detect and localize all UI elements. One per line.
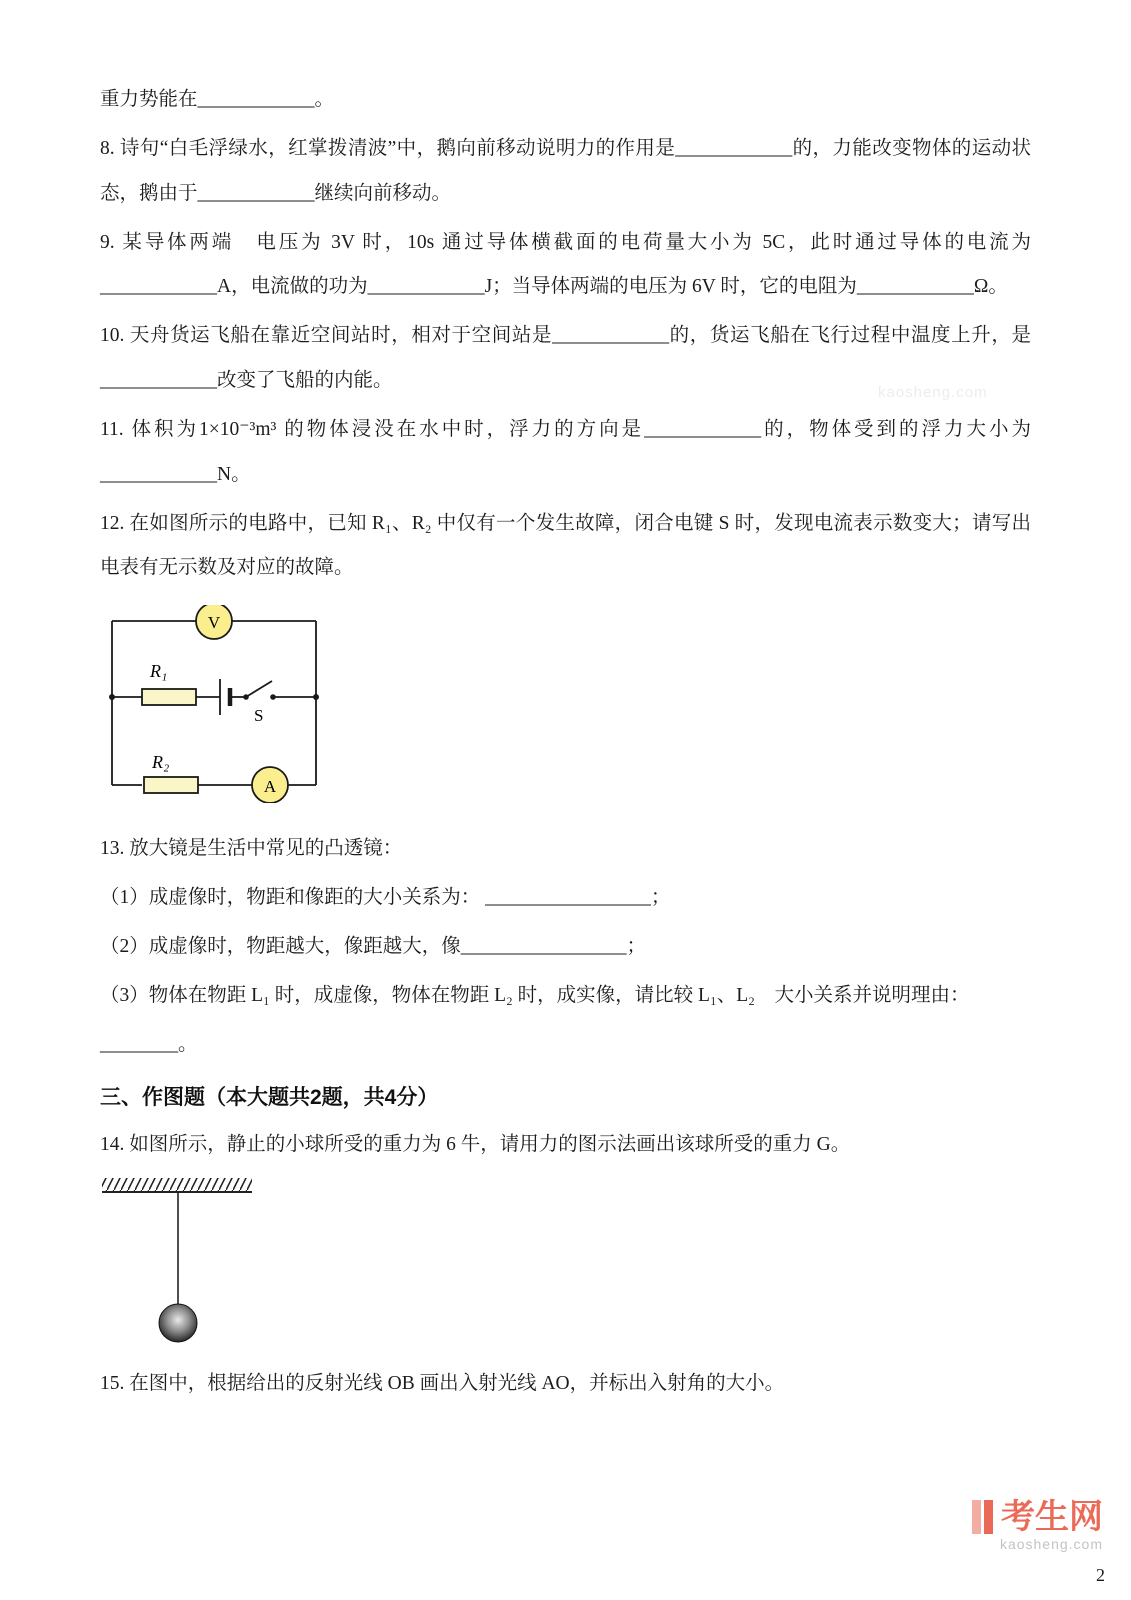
switch-label: S bbox=[254, 706, 264, 726]
kaosheng-logo-icon bbox=[972, 1500, 993, 1534]
ceiling-hatch bbox=[102, 1178, 252, 1192]
question-14: 14. 如图所示，静止的小球所受的重力为 6 牛，请用力的图示法画出该球所受的重力 G。 bbox=[100, 1134, 851, 1156]
pendulum-figure bbox=[100, 1176, 1031, 1354]
junction-dot-left bbox=[109, 694, 115, 700]
question-7-tail: 重力势能在____________。 bbox=[100, 89, 335, 110]
section-3-heading: 三、作图题（本大题共2题，共4分） bbox=[100, 1085, 439, 1109]
watermark-faint: kaosheng.com bbox=[878, 384, 988, 401]
question-13-part3-blank: ________。 bbox=[100, 1033, 198, 1055]
circuit-diagram-figure bbox=[102, 605, 1031, 809]
ammeter-symbol bbox=[252, 767, 288, 803]
question-13-head: 13. 放大镜是生活中常见的凸透镜： bbox=[100, 838, 403, 860]
watermark-brand: 考生网 bbox=[1001, 1498, 1103, 1536]
question-13-part3: （3）物体在物距 L₁ 时，成虚像，物体在物距 L₂ 时，成实像，请比较 L₁、L₂ 大小关系并说明理由： bbox=[100, 984, 970, 1006]
ball bbox=[159, 1304, 197, 1342]
page-number: 2 bbox=[1096, 1565, 1105, 1585]
question-12: 12. 在如图所示的电路中，已知 R₁、R₂ 中仅有一个发生故障，闭合电键 S 时，发现电流表示数变大；请写出电表有无示数及对应的故障。 bbox=[100, 512, 1031, 579]
pendulum-diagram bbox=[100, 1176, 260, 1348]
voltmeter-label: V bbox=[207, 613, 221, 633]
question-10: 10. 天舟货运飞船在靠近空间站时，相对于空间站是____________的，货运飞船在飞行过程中温度上升，是____________改变了飞船的内能。 bbox=[100, 325, 1031, 392]
question-13-part2: （2）成虚像时，物距越大，像距越大，像_________________； bbox=[100, 935, 647, 957]
kaosheng-watermark bbox=[972, 1500, 1103, 1552]
battery-symbol bbox=[220, 679, 230, 715]
question-8: 8. 诗句“白毛浮绿水，红掌拨清波”中，鹅向前移动说明力的作用是____________的，力能改变物体的运动状态，鹅由于____________继续向前移动。 bbox=[100, 137, 1031, 204]
question-15: 15. 在图中，根据给出的反射光线 OB 画出入射光线 AO，并标出入射角的大小。 bbox=[100, 1373, 785, 1395]
junction-dot-right bbox=[313, 694, 319, 700]
switch-symbol bbox=[243, 681, 276, 725]
voltmeter-symbol bbox=[196, 605, 232, 639]
resistor-r1 bbox=[142, 661, 196, 705]
resistor-r2-label: R₂ bbox=[152, 752, 170, 773]
watermark-row bbox=[972, 1500, 1103, 1534]
circuit-diagram bbox=[102, 605, 337, 803]
question-11: 11. 体积为1×10⁻³m³ 的物体浸没在水中时，浮力的方向是____________的，物体受到的浮力大小为____________N。 bbox=[100, 418, 1031, 485]
ammeter-label: A bbox=[263, 777, 277, 797]
question-9: 9. 某导体两端 电压为 3V 时，10s 通过导体横截面的电荷量大小为 5C，此时通过导体的电流为____________A，电流做的功为____________J；当导体两端的电压为 6V 时，它的电阻为____________Ω。 bbox=[100, 231, 1031, 298]
watermark-domain: kaosheng.com bbox=[999, 1536, 1103, 1552]
resistor-r2 bbox=[144, 752, 198, 793]
resistor-r1-label: R₁ bbox=[150, 661, 168, 682]
question-13-part1: （1）成虚像时，物距和像距的大小关系为： _________________； bbox=[100, 887, 671, 909]
